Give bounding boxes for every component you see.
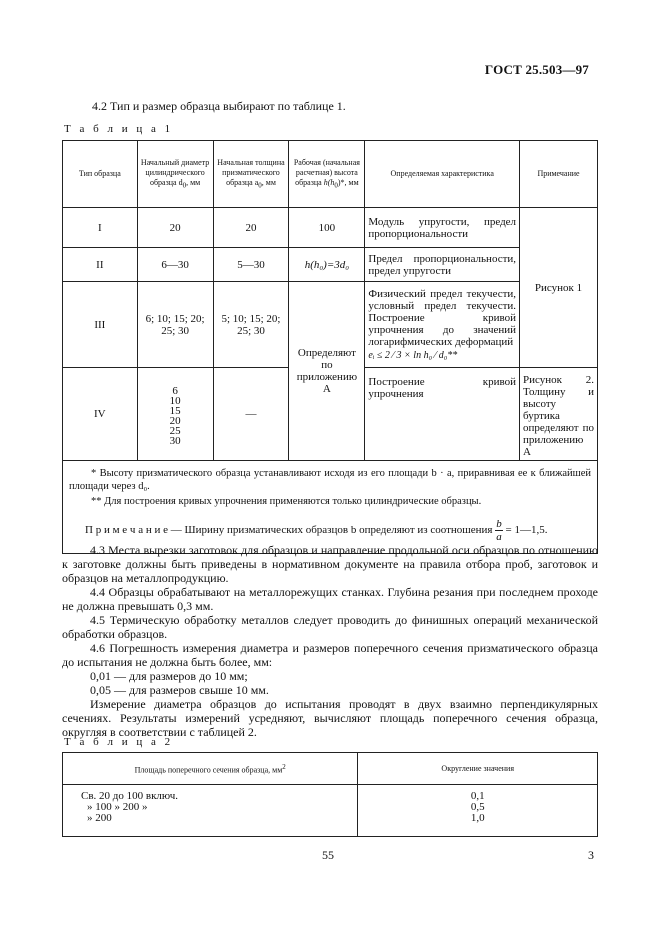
row2-height: h(h₀)=3d₀ [289, 248, 365, 282]
row1-diameter: 20 [137, 208, 213, 248]
paragraph-4-6-item-1: 0,01 — для размеров до 10 мм; [90, 669, 248, 683]
note-figure-1: Рисунок 1 [520, 208, 598, 368]
table2-values: 0,1 0,5 1,0 [358, 785, 598, 837]
row3-characteristic: Физический предел текучести, условный предел текучести. Построение кривой упрочнения до значений логарифмических деформаций eᵢ ≤ 2 ⁄ 3 × ln h₀ ⁄ d₀** [365, 282, 520, 368]
table1-caption: Т а б л и ц а 1 [64, 123, 174, 135]
footnote-2: ** Для построения кривых упрочнения применяются только цилиндрические образцы. [91, 496, 482, 507]
footnote-1: * Высоту призматического образца устанавливают исходя из его площади b · a, приравнивая ее к ближайшей площади через d₀. [69, 468, 591, 492]
table2-header-area: Площадь поперечного сечения образца, мм2 [63, 753, 358, 785]
paragraph-4-3: 4.3 Места вырезки заготовок для образцов и направление продольной оси образцов по отношению к заготовке должны быть приведены в нормативном документе на правила отбора проб, заготовок и образцов на металлопродукцию. [62, 543, 598, 585]
table1-notes-row [63, 461, 598, 554]
sheet-number: 3 [588, 848, 594, 862]
row4-characteristic: Построение кривой упрочнения [365, 368, 520, 461]
table1-remark: П р и м е ч а н и е — Ширину призматических образцов b определяют из соотношения $\frac{b}{a}$ = 1—1,5. [85, 518, 548, 543]
table2-ranges: Св. 20 до 100 включ. » 100 » 200 » » 200 [63, 785, 358, 837]
row1-type: I [63, 208, 138, 248]
header-diameter: Начальный диаметр цилиндрического образца d0, мм [137, 141, 213, 208]
row4-diameter: 6 10 15 20 25 30 [137, 368, 213, 461]
paragraph-4-4: 4.4 Образцы обрабатывают на металлорежущих станках. Глубина резания при последнем проходе не должна превышать 0,3 мм. [62, 585, 598, 613]
row1-thickness: 20 [213, 208, 289, 248]
header-note: Примечание [520, 141, 598, 208]
paragraph-4-2: 4.2 Тип и размер образца выбирают по таблице 1. [92, 99, 346, 113]
paragraph-4-5: 4.5 Термическую обработку металлов следует проводить до финишных операций механической обработки образцов. [62, 613, 598, 641]
height-merged: Определяют по приложению А [289, 282, 365, 461]
table-1 [62, 140, 598, 554]
row1-characteristic: Модуль упругости, предел пропорциональности [365, 208, 520, 248]
row2-thickness: 5—30 [213, 248, 289, 282]
table1-header-row [63, 141, 598, 208]
note-figure-2: Рисунок 2. Толщину и высоту буртика определяют по приложению А [520, 368, 598, 461]
table2-header-rounding: Округление значения [358, 753, 598, 785]
table1-notes [63, 461, 598, 554]
table-2 [62, 752, 598, 837]
header-type: Тип образца [63, 141, 138, 208]
row4-type: IV [63, 368, 138, 461]
row2-type: II [63, 248, 138, 282]
table2-header-row [63, 753, 598, 785]
row3-thickness: 5; 10; 15; 20; 25; 30 [213, 282, 289, 368]
remark-fraction: $\frac{b}{a}$ [496, 518, 502, 543]
table-row [63, 282, 598, 368]
paragraph-4-6-item-2: 0,05 — для размеров свыше 10 мм. [90, 683, 269, 697]
paragraph-4-6: 4.6 Погрешность измерения диаметра и размеров поперечного сечения призматического образца до испытания не должна быть более, мм: [62, 641, 598, 669]
row3-formula: eᵢ ≤ 2 ⁄ 3 × ln h₀ ⁄ d₀** [368, 349, 458, 361]
row3-diameter: 6; 10; 15; 20; 25; 30 [137, 282, 213, 368]
paragraph-4-6-measurement: Измерение диаметра образцов до испытания проводят в двух взаимно перпендикулярных сечениях. Результаты измерений усредняют, вычисляют площадь поперечного сечения образца, округляя в соответствии с таблицей 2. [62, 697, 598, 739]
page-number: 55 [322, 848, 334, 862]
row2-diameter: 6—30 [137, 248, 213, 282]
row2-characteristic: Предел пропорциональности, предел упругости [365, 248, 520, 282]
table-row [63, 248, 598, 282]
header-height: Рабочая (начальная расчетная) высота образца h(h0)*, мм [289, 141, 365, 208]
header-characteristic: Определяемая характеристика [365, 141, 520, 208]
document-code: ГОСТ 25.503—97 [484, 62, 589, 77]
table-row [63, 208, 598, 248]
header-thickness: Начальная толщина призматического образца a0, мм [213, 141, 289, 208]
row3-type: III [63, 282, 138, 368]
table2-caption: Т а б л и ц а 2 [64, 736, 174, 748]
row1-height: 100 [289, 208, 365, 248]
table-row [63, 785, 598, 837]
row4-thickness: — [213, 368, 289, 461]
